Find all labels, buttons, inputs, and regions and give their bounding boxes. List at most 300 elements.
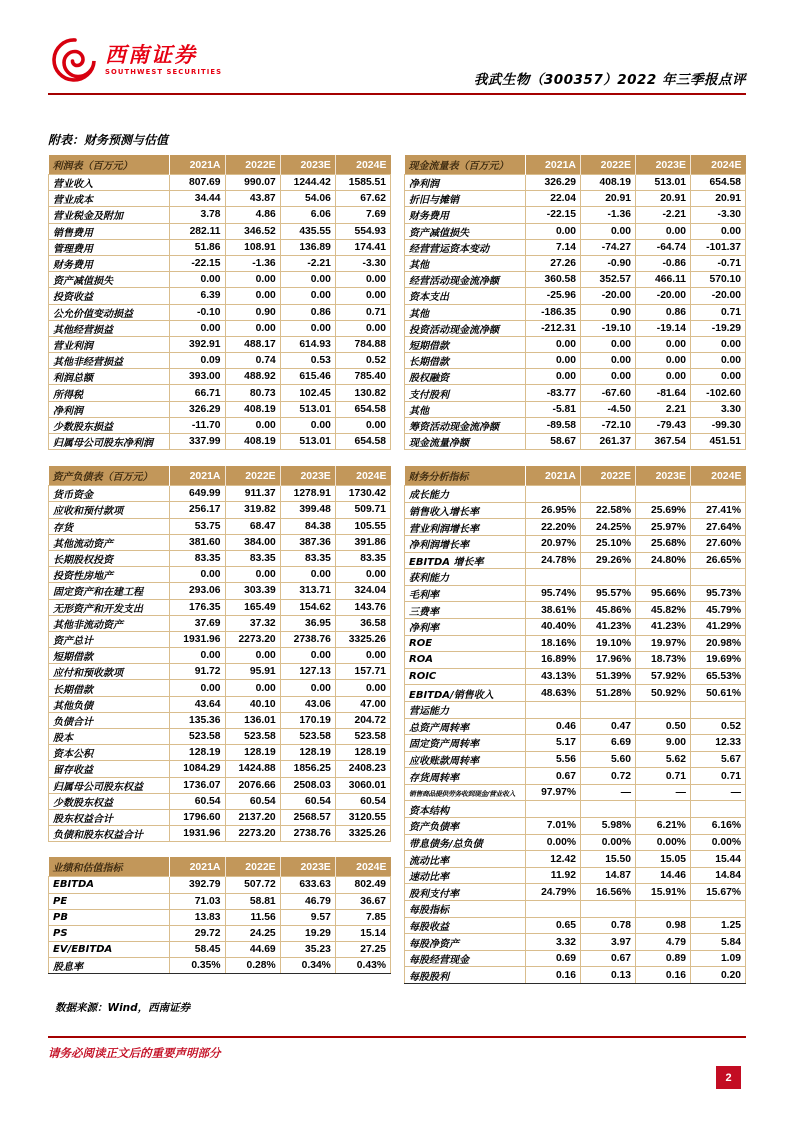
cell-value: 0.00 <box>690 223 745 239</box>
table-row <box>49 272 391 288</box>
cell-value: -83.77 <box>526 385 581 401</box>
cell-value: -72.10 <box>581 417 636 433</box>
row-label: ROE <box>405 635 526 652</box>
table-row <box>405 320 746 336</box>
table-title: 现金流量表（百万元） <box>405 155 526 175</box>
cell-value: 58.67 <box>526 434 581 450</box>
cell-value: 326.29 <box>526 175 581 191</box>
table-row <box>405 618 746 635</box>
balance-sheet-table <box>48 466 391 842</box>
cell-value: 256.17 <box>170 502 225 518</box>
row-label: 管理费用 <box>49 239 170 255</box>
cell-value: 0.00 <box>690 353 745 369</box>
cell-value: -25.96 <box>526 288 581 304</box>
cell-value: 40.10 <box>225 696 280 712</box>
cell-value: -19.10 <box>581 320 636 336</box>
table-row <box>405 417 746 433</box>
cell-value: 11.92 <box>526 867 581 884</box>
cell-value: 1.09 <box>690 950 745 967</box>
header-rule <box>48 93 746 95</box>
row-label: 少数股东损益 <box>49 417 170 433</box>
cell-value <box>635 901 690 918</box>
cell-value: 83.35 <box>280 550 335 566</box>
table-row <box>405 867 746 884</box>
cell-value: -101.37 <box>690 239 745 255</box>
cell-value: — <box>690 784 745 801</box>
cell-value: 128.19 <box>335 745 390 761</box>
cell-value: 5.60 <box>581 751 636 768</box>
cell-value: 127.13 <box>280 664 335 680</box>
row-label: 所得税 <box>49 385 170 401</box>
table-row <box>49 809 391 825</box>
cell-value: 83.35 <box>335 550 390 566</box>
cell-value: 0.00 <box>581 336 636 352</box>
cell-value: 326.29 <box>170 401 225 417</box>
cell-value: 7.69 <box>335 207 390 223</box>
brand-name-en: SOUTHWEST SECURITIES <box>105 67 223 76</box>
cell-value: 784.88 <box>335 336 390 352</box>
cell-value <box>690 801 745 818</box>
cell-value: 1244.42 <box>280 175 335 191</box>
cell-value: 27.64% <box>690 519 745 536</box>
cell-value: -2.21 <box>635 207 690 223</box>
cell-value: 136.89 <box>280 239 335 255</box>
cell-value: 29.72 <box>170 925 225 941</box>
table-row <box>405 569 746 586</box>
cell-value: 16.89% <box>526 652 581 669</box>
cell-value: 51.28% <box>581 685 636 702</box>
cell-value: 0.00 <box>170 648 225 664</box>
table-row <box>49 761 391 777</box>
cell-value: 60.54 <box>170 793 225 809</box>
cell-value: -11.70 <box>170 417 225 433</box>
table-row <box>405 834 746 851</box>
cell-value: 20.91 <box>635 191 690 207</box>
cell-value: 43.13% <box>526 668 581 685</box>
table-row <box>49 712 391 728</box>
row-label: 其他 <box>405 304 526 320</box>
cell-value: 24.80% <box>635 552 690 569</box>
cell-value: 20.91 <box>690 191 745 207</box>
cell-value: -4.50 <box>581 401 636 417</box>
footer-rule <box>48 1036 746 1038</box>
column-header: 2023E <box>635 466 690 486</box>
cell-value: 71.03 <box>170 893 225 909</box>
column-header: 2024E <box>690 155 745 175</box>
cell-value: 0.00 <box>635 353 690 369</box>
table-row <box>49 680 391 696</box>
cell-value: 204.72 <box>335 712 390 728</box>
cell-value: 911.37 <box>225 486 280 502</box>
table-title: 利润表（百万元） <box>49 155 170 175</box>
cell-value: 0.00 <box>225 567 280 583</box>
cell-value: 3120.55 <box>335 809 390 825</box>
row-label: 资本公积 <box>49 745 170 761</box>
cell-value: 128.19 <box>280 745 335 761</box>
cell-value: 3325.26 <box>335 826 390 842</box>
table-row <box>49 255 391 271</box>
cell-value: 337.99 <box>170 434 225 450</box>
row-label: 营业成本 <box>49 191 170 207</box>
cell-value <box>690 701 745 718</box>
cell-value: 303.39 <box>225 583 280 599</box>
cell-value: 12.33 <box>690 735 745 752</box>
cell-value: 20.97% <box>526 535 581 552</box>
cell-value: -19.14 <box>635 320 690 336</box>
cell-value: 1278.91 <box>280 486 335 502</box>
table-header-row <box>405 466 746 486</box>
cell-value: 2273.20 <box>225 631 280 647</box>
cell-value: 654.58 <box>335 434 390 450</box>
cell-value: 0.86 <box>635 304 690 320</box>
cell-value: -3.30 <box>335 255 390 271</box>
left-table-column <box>48 155 391 974</box>
cell-value: 324.04 <box>335 583 390 599</box>
row-label: 现金流量净额 <box>405 434 526 450</box>
cell-value: 3060.01 <box>335 777 390 793</box>
cell-value: 97.97% <box>526 784 581 801</box>
table-title: 资产负债表（百万元） <box>49 466 170 486</box>
row-label: 少数股东权益 <box>49 793 170 809</box>
table-row <box>405 801 746 818</box>
cell-value: 0.00% <box>526 834 581 851</box>
cell-value: 54.06 <box>280 191 335 207</box>
row-label: 销售费用 <box>49 223 170 239</box>
cell-value: 435.55 <box>280 223 335 239</box>
cell-value: 19.97% <box>635 635 690 652</box>
table-row <box>405 336 746 352</box>
cell-value: 0.13 <box>581 967 636 984</box>
column-header: 2021A <box>170 155 225 175</box>
cell-value: 393.00 <box>170 369 225 385</box>
cell-value: 0.90 <box>225 304 280 320</box>
table-row <box>49 175 391 191</box>
column-header: 2021A <box>526 155 581 175</box>
cell-value: 0.00 <box>690 369 745 385</box>
cell-value: 136.01 <box>225 712 280 728</box>
cell-value: 27.60% <box>690 535 745 552</box>
cell-value: 60.54 <box>280 793 335 809</box>
cell-value: 0.53 <box>280 353 335 369</box>
cell-value: 51.39% <box>581 668 636 685</box>
row-label: 留存收益 <box>49 761 170 777</box>
cell-value: 6.06 <box>280 207 335 223</box>
financial-indicators-table <box>404 466 746 984</box>
cell-value: 0.00 <box>225 417 280 433</box>
cell-value: 38.61% <box>526 602 581 619</box>
row-label: 其他非流动资产 <box>49 615 170 631</box>
cell-value: 0.89 <box>635 950 690 967</box>
cell-value: 15.14 <box>335 925 390 941</box>
cell-value: 6.39 <box>170 288 225 304</box>
column-header: 2022E <box>225 857 280 877</box>
cell-value: 25.10% <box>581 535 636 552</box>
cell-value: -81.64 <box>635 385 690 401</box>
cell-value: 15.91% <box>635 884 690 901</box>
cell-value: 488.92 <box>225 369 280 385</box>
right-table-column <box>404 155 746 984</box>
cell-value: 0.69 <box>526 950 581 967</box>
cell-value: 0.50 <box>635 718 690 735</box>
cell-value: 0.00 <box>280 320 335 336</box>
table-row <box>49 567 391 583</box>
cell-value: 27.26 <box>526 255 581 271</box>
row-label: 固定资产和在建工程 <box>49 583 170 599</box>
table-row <box>49 434 391 450</box>
cell-value: 509.71 <box>335 502 390 518</box>
table-row <box>405 385 746 401</box>
table-row <box>49 486 391 502</box>
cell-value: 170.19 <box>280 712 335 728</box>
cell-value: 0.71 <box>690 304 745 320</box>
table-row <box>405 223 746 239</box>
table-row <box>405 502 746 519</box>
cell-value: 0.00 <box>335 288 390 304</box>
row-label: 营业税金及附加 <box>49 207 170 223</box>
cell-value: 7.85 <box>335 909 390 925</box>
cell-value: 53.75 <box>170 518 225 534</box>
cell-value: 0.65 <box>526 917 581 934</box>
cell-value: 41.29% <box>690 618 745 635</box>
table-row <box>405 401 746 417</box>
column-header: 2024E <box>335 466 390 486</box>
cell-value: 0.86 <box>280 304 335 320</box>
cell-value: 0.00 <box>280 648 335 664</box>
row-label: 销售收入增长率 <box>405 502 526 519</box>
row-label: 其他 <box>405 401 526 417</box>
row-label: 应付和预收款项 <box>49 664 170 680</box>
table-row <box>405 685 746 702</box>
cell-value: 60.54 <box>335 793 390 809</box>
cell-value: 0.00 <box>280 288 335 304</box>
cell-value: 5.62 <box>635 751 690 768</box>
row-label: 负债和股东权益合计 <box>49 826 170 842</box>
row-label: 总资产周转率 <box>405 718 526 735</box>
table-title: 业绩和估值指标 <box>49 857 170 877</box>
cell-value: 451.51 <box>690 434 745 450</box>
cell-value: 50.61% <box>690 685 745 702</box>
table-row <box>49 320 391 336</box>
table-row <box>49 336 391 352</box>
row-label: 其他负债 <box>49 696 170 712</box>
cell-value: 5.67 <box>690 751 745 768</box>
cell-value: 0.00 <box>280 272 335 288</box>
cell-value: 523.58 <box>280 729 335 745</box>
cell-value: 24.78% <box>526 552 581 569</box>
cell-value <box>526 801 581 818</box>
cell-value: 36.67 <box>335 893 390 909</box>
cell-value: 18.16% <box>526 635 581 652</box>
cell-value: 392.91 <box>170 336 225 352</box>
table-row <box>49 777 391 793</box>
cell-value: 507.72 <box>225 877 280 893</box>
cell-value: 174.41 <box>335 239 390 255</box>
row-label: 毛利率 <box>405 585 526 602</box>
row-label: 每股收益 <box>405 917 526 934</box>
cell-value: 0.00 <box>170 272 225 288</box>
cell-value: 13.83 <box>170 909 225 925</box>
cell-value: 0.00 <box>170 567 225 583</box>
row-label: 投资收益 <box>49 288 170 304</box>
cell-value: 0.67 <box>581 950 636 967</box>
row-label: PS <box>49 925 170 941</box>
table-row <box>405 768 746 785</box>
table-row <box>405 239 746 255</box>
cell-value: 26.65% <box>690 552 745 569</box>
cell-value: 523.58 <box>225 729 280 745</box>
row-label: 净利润 <box>49 401 170 417</box>
cell-value <box>690 486 745 503</box>
cell-value: 83.35 <box>225 550 280 566</box>
cell-value: 5.17 <box>526 735 581 752</box>
footer-disclaimer: 请务必阅读正文后的重要声明部分 <box>48 1046 221 1060</box>
cell-value: 128.19 <box>225 745 280 761</box>
row-label: 投资性房地产 <box>49 567 170 583</box>
cell-value: 66.71 <box>170 385 225 401</box>
row-label: 折旧与摊销 <box>405 191 526 207</box>
cell-value: -186.35 <box>526 304 581 320</box>
cell-value: 5.98% <box>581 818 636 835</box>
cell-value: 58.81 <box>225 893 280 909</box>
table-row <box>405 884 746 901</box>
cell-value: 7.01% <box>526 818 581 835</box>
column-header: 2021A <box>170 466 225 486</box>
brand-name: 西南证券 <box>105 43 197 68</box>
cell-value: 41.23% <box>635 618 690 635</box>
cell-value: 488.17 <box>225 336 280 352</box>
cell-value: -79.43 <box>635 417 690 433</box>
cell-value: 0.00% <box>581 834 636 851</box>
cell-value: 95.74% <box>526 585 581 602</box>
cell-value: 1931.96 <box>170 631 225 647</box>
cell-value: 3325.26 <box>335 631 390 647</box>
cell-value: 261.37 <box>581 434 636 450</box>
table-row <box>49 925 391 941</box>
table-row <box>405 652 746 669</box>
cell-value: 9.57 <box>280 909 335 925</box>
cell-value <box>526 701 581 718</box>
table-row <box>405 207 746 223</box>
cell-value: 0.71 <box>635 768 690 785</box>
cell-value: 14.84 <box>690 867 745 884</box>
row-label: 利润总额 <box>49 369 170 385</box>
row-label: 其他流动资产 <box>49 534 170 550</box>
row-label: 净利率 <box>405 618 526 635</box>
cell-value: 0.00 <box>690 336 745 352</box>
cell-value: 0.00 <box>335 648 390 664</box>
cell-value: 0.00 <box>280 680 335 696</box>
cell-value: 37.69 <box>170 615 225 631</box>
cell-value: 0.00 <box>225 288 280 304</box>
column-header: 2024E <box>690 466 745 486</box>
table-row <box>405 552 746 569</box>
cell-value: 615.46 <box>280 369 335 385</box>
cell-value: 24.25 <box>225 925 280 941</box>
cell-value: 18.73% <box>635 652 690 669</box>
cell-value: 143.76 <box>335 599 390 615</box>
cell-value: 24.79% <box>526 884 581 901</box>
cell-value: -20.00 <box>635 288 690 304</box>
row-label: 财务费用 <box>405 207 526 223</box>
cell-value: 95.73% <box>690 585 745 602</box>
cell-value: 84.38 <box>280 518 335 534</box>
cell-value: 0.00 <box>526 353 581 369</box>
table-row <box>49 893 391 909</box>
cell-value: 22.58% <box>581 502 636 519</box>
cell-value: 57.92% <box>635 668 690 685</box>
cell-value: 19.29 <box>280 925 335 941</box>
cell-value: 36.58 <box>335 615 390 631</box>
cell-value: 11.56 <box>225 909 280 925</box>
row-label: 资产减值损失 <box>49 272 170 288</box>
table-row <box>49 518 391 534</box>
row-label: 固定资产周转率 <box>405 735 526 752</box>
row-label: 资产负债率 <box>405 818 526 835</box>
cell-value: 19.10% <box>581 635 636 652</box>
row-label: 股权融资 <box>405 369 526 385</box>
cell-value <box>526 901 581 918</box>
table-row <box>49 696 391 712</box>
table-row <box>49 417 391 433</box>
cell-value: 1796.60 <box>170 809 225 825</box>
cell-value: 95.91 <box>225 664 280 680</box>
table-row <box>49 353 391 369</box>
cell-value: 3.78 <box>170 207 225 223</box>
cell-value: 0.00% <box>690 834 745 851</box>
table-row <box>49 385 391 401</box>
cell-value: 0.00 <box>225 320 280 336</box>
cell-value: -0.71 <box>690 255 745 271</box>
cell-value <box>635 701 690 718</box>
cell-value: 1931.96 <box>170 826 225 842</box>
cell-value: 807.69 <box>170 175 225 191</box>
row-label: 支付股利 <box>405 385 526 401</box>
cell-value: 384.00 <box>225 534 280 550</box>
cell-value: 95.66% <box>635 585 690 602</box>
cell-value: -20.00 <box>690 288 745 304</box>
cell-value: 47.00 <box>335 696 390 712</box>
cell-value: 2738.76 <box>280 826 335 842</box>
cell-value: -99.30 <box>690 417 745 433</box>
cell-value: -102.60 <box>690 385 745 401</box>
row-label: 经营活动现金流净额 <box>405 272 526 288</box>
cell-value: -0.10 <box>170 304 225 320</box>
cell-value: 990.07 <box>225 175 280 191</box>
table-row <box>405 950 746 967</box>
page-number-badge: 2 <box>716 1066 741 1089</box>
cell-value <box>581 801 636 818</box>
row-label: ROA <box>405 652 526 669</box>
cell-value: 40.40% <box>526 618 581 635</box>
cell-value: 392.79 <box>170 877 225 893</box>
column-header: 2024E <box>335 857 390 877</box>
row-label: EBITDA <box>49 877 170 893</box>
source-note: 数据来源：Wind，西南证券 <box>55 1002 191 1014</box>
table-row <box>405 288 746 304</box>
row-label: 股本 <box>49 729 170 745</box>
table-row <box>405 967 746 984</box>
cell-value <box>581 486 636 503</box>
table-title: 财务分析指标 <box>405 466 526 486</box>
table-row <box>405 784 746 801</box>
cell-value: 0.00 <box>335 680 390 696</box>
table-row <box>405 585 746 602</box>
cell-value: 6.16% <box>690 818 745 835</box>
cell-value: 0.00 <box>280 567 335 583</box>
cell-value <box>635 801 690 818</box>
row-label: 资本结构 <box>405 801 526 818</box>
cell-value: 60.54 <box>225 793 280 809</box>
